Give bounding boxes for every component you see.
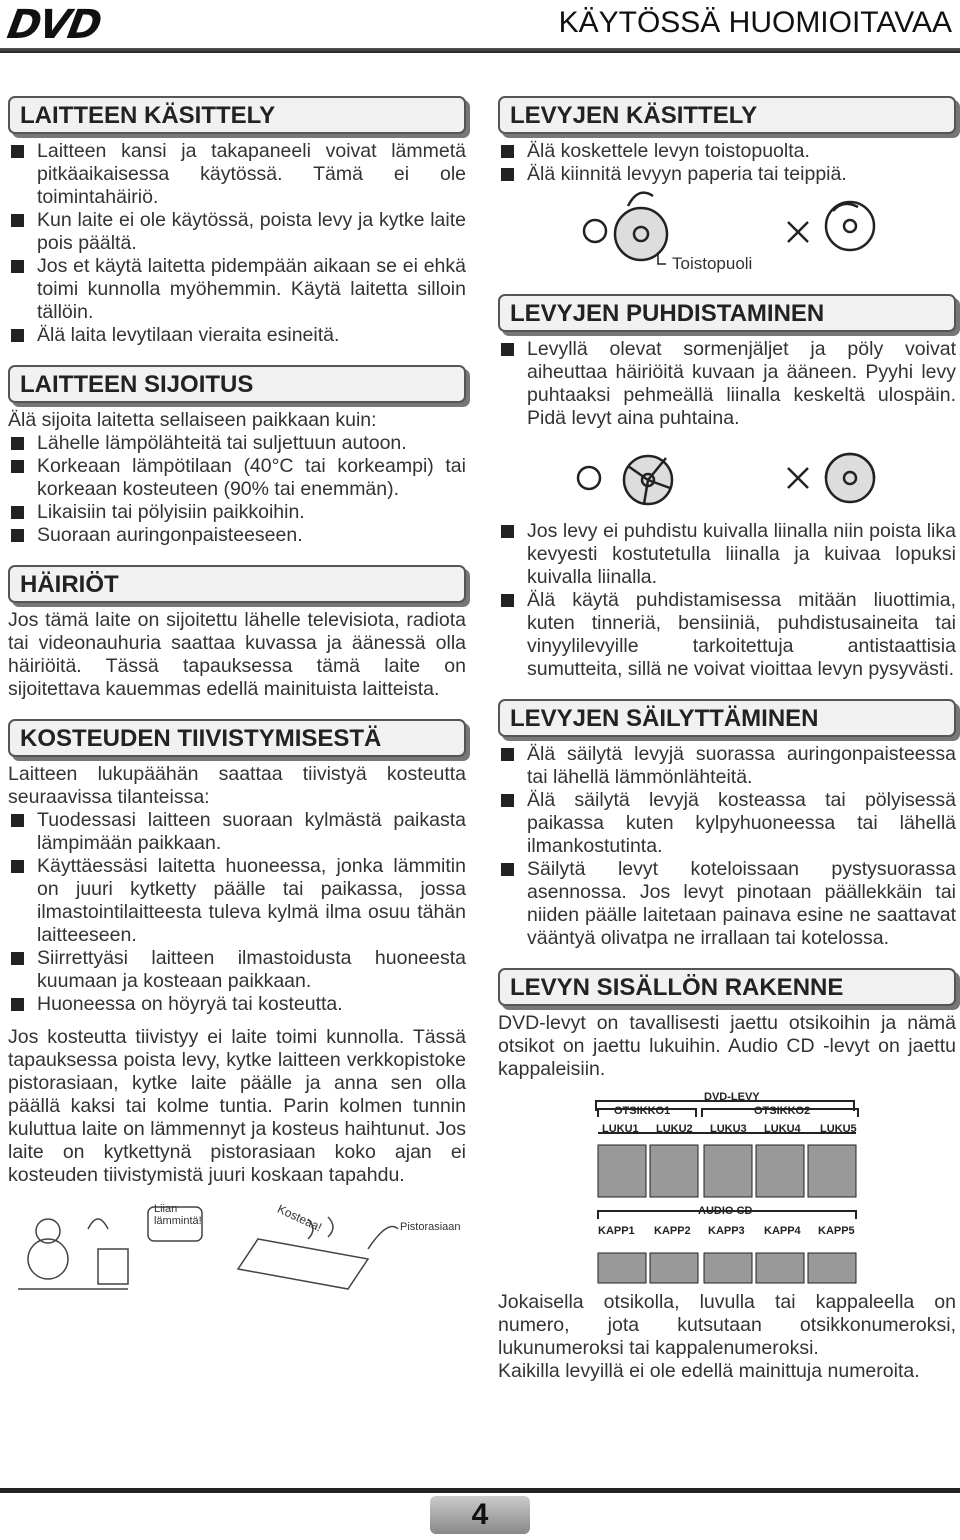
chapter-label: LUKU2 (656, 1123, 693, 1135)
list-item: Älä käytä puhdistamisessa mitään liuottimia, kuten tinneriä, bensiiniä, puhdistusaineita tai vinyylilevyille tarkoitettuja antistaattisia sumutteita, sillä ne voivat vioittaa levyn pysyvästi. (498, 589, 956, 681)
paragraph: Jos kosteutta tiivistyy ei laite toimi kunnolla. Tässä tapauksessa poista levy, kytke laitteen verkkopistoke pistorasiaan, kytke laite päälle ja anna sen olla päällä kaksi tai kolme tuntia. Parin kolmen tunnin kuluttua laite on lämmennyt ja kosteus haihtunut. Jos laite on kytkettynä pistorasiaan koko ajan ei kosteuden tiivistymistä juuri koskaan tapahdu. (8, 1026, 466, 1186)
list-item: Älä laita levytilaan vieraita esineitä. (8, 324, 466, 347)
section-title: LAITTEEN KÄSITTELY (20, 102, 276, 129)
list-item: Älä kiinnitä levyyn paperia tai teippiä. (498, 163, 956, 186)
list-item: Säilytä levyt koteloissaan pystysuorassa asennossa. Jos levyt pinotaan päällekkäin tai niiden päälle laitetaan painava esine ne saattavat vääntyä olivatpa ne irrallaan tai kotelossa. (498, 858, 956, 950)
track-label: KAPP4 (764, 1225, 801, 1237)
audio-cd-label: AUDIO CD (698, 1205, 753, 1217)
disc-structure-diagram (498, 1081, 956, 1291)
chapter-label: LUKU4 (764, 1123, 801, 1135)
right-column (498, 96, 956, 1383)
section-header-disc-handling (498, 96, 956, 134)
section-header-condensation (8, 719, 466, 757)
track-label: KAPP3 (708, 1225, 745, 1237)
section-title: LEVYJEN KÄSITTELY (510, 102, 758, 129)
list-item: Jos levy ei puhdistu kuivalla liinalla niin poista lika kevyesti kostutetulla liinalla ja kuivaa lopuksi kuivalla liinalla. (498, 520, 956, 589)
paragraph: Jos tämä laite on sijoitettu lähelle televisiota, radiota tai videonauhuria saattaa kuvassa ja äänessä olla häiriöitä. Tässä tapauksessa tämä laite on sijoitettava kauemmas edellä mainituista laitteista. (8, 609, 466, 700)
hot-label: Liian lämmintä! (154, 1203, 202, 1227)
disc-cleaning-drawing (498, 430, 956, 520)
paragraph: Kaikilla levyillä ei ole edellä mainittuja numeroita. (498, 1360, 920, 1382)
section-title: KOSTEUDEN TIIVISTYMISESTÄ (20, 725, 382, 752)
page-number: 4 (430, 1496, 530, 1534)
condensation-illustration (8, 1199, 466, 1299)
section-header-handling (8, 96, 466, 134)
list-item: Lähelle lämpölähteitä tai suljettuun autoon. (8, 432, 466, 455)
list-item: Käyttäessäsi laitetta huoneessa, jonka lämmitin on juuri kytketty päälle tai paikassa, jossa ilmastointilaitteesta tuleva kylmä ilma osuu tähän laitteeseen. (8, 855, 466, 947)
disc-structure-drawing (498, 1081, 956, 1291)
paragraph: Laitteen lukupäähän saattaa tiivistyä kosteutta seuraavissa tilanteissa: (8, 763, 466, 808)
section-header-disc-cleaning (498, 294, 956, 332)
track-label: KAPP1 (598, 1225, 635, 1237)
section-header-placement (8, 365, 466, 403)
outlet-label: Pistorasiaan (400, 1221, 461, 1233)
section-title: LEVYJEN SÄILYTTÄMINEN (510, 705, 819, 732)
track-label: KAPP2 (654, 1225, 691, 1237)
disc-cleaning-illustration (498, 430, 956, 520)
list-item: Korkeaan lämpötilaan (40°C tai korkeampi) tai korkeaan kosteuteen (90% tai enemmän). (8, 455, 466, 501)
list-item: Suoraan auringonpaisteeseen. (8, 524, 466, 547)
title-2-label: OTSIKKO2 (754, 1105, 811, 1117)
list-item: Kun laite ei ole käytössä, poista levy ja kytke laite pois päältä. (8, 209, 466, 255)
list-item: Älä säilytä levyjä kosteassa tai pölyisessä paikassa kuten kylpyhuoneessa tai lähellä ilmankostutinta. (498, 789, 956, 858)
track-label: KAPP5 (818, 1225, 855, 1237)
left-column (8, 96, 466, 1299)
section-title: LEVYJEN PUHDISTAMINEN (510, 300, 825, 327)
list-item: Tuodessasi laitteen suoraan kylmästä paikasta lämpimään paikkaan. (8, 809, 466, 855)
disc-handling-illustration (498, 186, 956, 294)
section-title: HÄIRIÖT (20, 571, 119, 598)
humid-label: Kosteaa! (275, 1201, 325, 1235)
dvd-logo: DVD (3, 2, 104, 48)
chapter-label: LUKU1 (602, 1123, 639, 1135)
title-1-label: OTSIKKO1 (614, 1105, 671, 1117)
paragraph: DVD-levyt on tavallisesti jaettu otsikoihin ja nämä otsikot on jaettu lukuihin. Audio CD -levyt on jaettu kappaleisiin. (498, 1012, 956, 1080)
chapter-label: LUKU5 (820, 1123, 857, 1135)
list-item: Levyllä olevat sormenjäljet ja pöly voivat aiheuttaa häiriöitä kuvaan ja ääneen. Pyyhi levy puhtaaksi pehmeällä liinalla keskeltä ulospäin. Pidä levyt aina puhtaina. (498, 338, 956, 430)
header-rule (0, 48, 960, 53)
list-item: Huoneessa on höyryä tai kosteutta. (8, 993, 466, 1016)
section-header-disc-storage (498, 699, 956, 737)
section-title: LEVYN SISÄLLÖN RAKENNE (510, 974, 844, 1001)
list-item: Älä koskettele levyn toistopuolta. (498, 140, 956, 163)
condensation-drawing (8, 1199, 466, 1299)
footer-rule (0, 1488, 960, 1493)
section-header-disc-structure (498, 968, 956, 1006)
list-item: Jos et käytä laitetta pidempään aikaan se ei ehkä toimi kunnolla myöhemmin. Käytä laitetta silloin tällöin. (8, 255, 466, 324)
disc-handling-drawing (498, 186, 956, 294)
play-side-label: Toistopuoli (672, 254, 753, 273)
list-item: Likaisiin tai pölyisiin paikkoihin. (8, 501, 466, 524)
section-title: LAITTEEN SIJOITUS (20, 371, 254, 398)
paragraph: Älä sijoita laitetta sellaiseen paikkaan kuin: (8, 409, 377, 431)
dvd-disc-label: DVD-LEVY (704, 1091, 760, 1103)
section-header-interference (8, 565, 466, 603)
list-item: Siirrettyäsi laitteen ilmastoidusta huoneesta kuumaan ja kosteaan paikkaan. (8, 947, 466, 993)
list-item: Laitteen kansi ja takapaneeli voivat lämmetä pitkäaikaisessa käytössä. Tämä ei ole toimintahäiriö. (8, 140, 466, 209)
page-title: KÄYTÖSSÄ HUOMIOITAVAA (558, 6, 952, 39)
paragraph: Jokaisella otsikolla, luvulla tai kappaleella on numero, jota kutsutaan otsikkonumeroksi, lukunumeroksi tai kappalenumeroksi. (498, 1291, 956, 1359)
chapter-label: LUKU3 (710, 1123, 747, 1135)
list-item: Älä säilytä levyjä suorassa auringonpaisteessa tai lähellä lämmönlähteitä. (498, 743, 956, 789)
